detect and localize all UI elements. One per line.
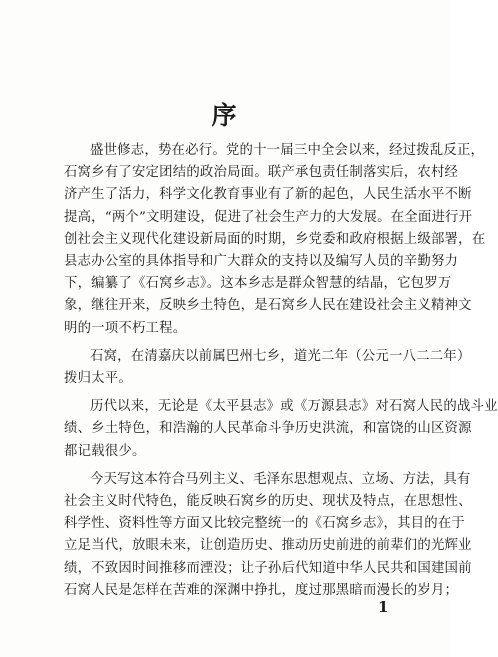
text-line: 社会主义时代特色，能反映石窝乡的历史、现状及特点，在思想性、 xyxy=(64,494,472,510)
text-line: 济产生了活力，科学文化教育事业有了新的起色，人民生活水平不断 xyxy=(64,187,472,203)
text-line: 盛世修志，势在必行。党的十一届三中全会以来，经过拨乱反正， xyxy=(90,143,485,158)
text-line: 立足当代，放眼未来，让创造历史、推动历史前进的前辈们的光辉业 xyxy=(64,538,472,554)
text-line: 拨归太平。 xyxy=(64,371,132,387)
text-line: 下，编纂了《石窝乡志》。这本乡志是群众智慧的结晶，它包罗万 xyxy=(64,276,452,292)
text-line: 提高，“两个”文明建设，促进了社会生产力的大发展。在全面进行开 xyxy=(64,209,473,225)
page-number: 1 xyxy=(378,598,389,616)
text-line: 石窝乡有了安定团结的政治局面。联产承包责任制落实后，农村经 xyxy=(64,165,459,181)
text-line: 石窝，在清嘉庆以前属巴州七乡，道光二年（公元一八二二年） xyxy=(90,348,471,364)
page-title: 序 xyxy=(211,101,239,130)
text-line: 科学性、资料性等方面又比较完整统一的《石窝乡志》，其目的在于 xyxy=(64,516,466,532)
text-line: 象，继往开来，反映乡土特色，是石窝乡人民在建设社会主义精神文 xyxy=(64,298,472,314)
paragraph-4 xyxy=(64,469,472,602)
text-line: 绩，不致因时间推移而湮没；让子孙后代知道中华人民共和国建国前 xyxy=(64,560,472,576)
text-line: 都记载很少。 xyxy=(64,443,146,459)
text-line: 绩、乡土特色，和浩瀚的人民革命斗争历史洪流，和富饶的山区资源 xyxy=(64,421,472,437)
text-line: 明的一项不朽工程。 xyxy=(64,320,187,336)
text-line: 创社会主义现代化建设新局面的时期，乡党委和政府根据上级部署，在 xyxy=(64,231,486,247)
paragraph-3 xyxy=(64,396,498,463)
paragraph-1 xyxy=(64,140,486,340)
text-line: 历代以来，无论是《太平县志》或《万源县志》对石窝人民的战斗业 xyxy=(90,399,498,415)
document-body xyxy=(64,140,498,608)
paragraph-2 xyxy=(64,346,471,390)
text-line: 县志办公室的具体指导和广大群众的支持以及编写人员的辛勤努力 xyxy=(64,254,459,270)
text-line: 石窝人民是怎样在苦难的深渊中挣扎，度过那黑暗而漫长的岁月； xyxy=(64,582,459,598)
text-line: 今天写这本符合马列主义、毛泽东思想观点、立场、方法，具有 xyxy=(90,471,471,487)
